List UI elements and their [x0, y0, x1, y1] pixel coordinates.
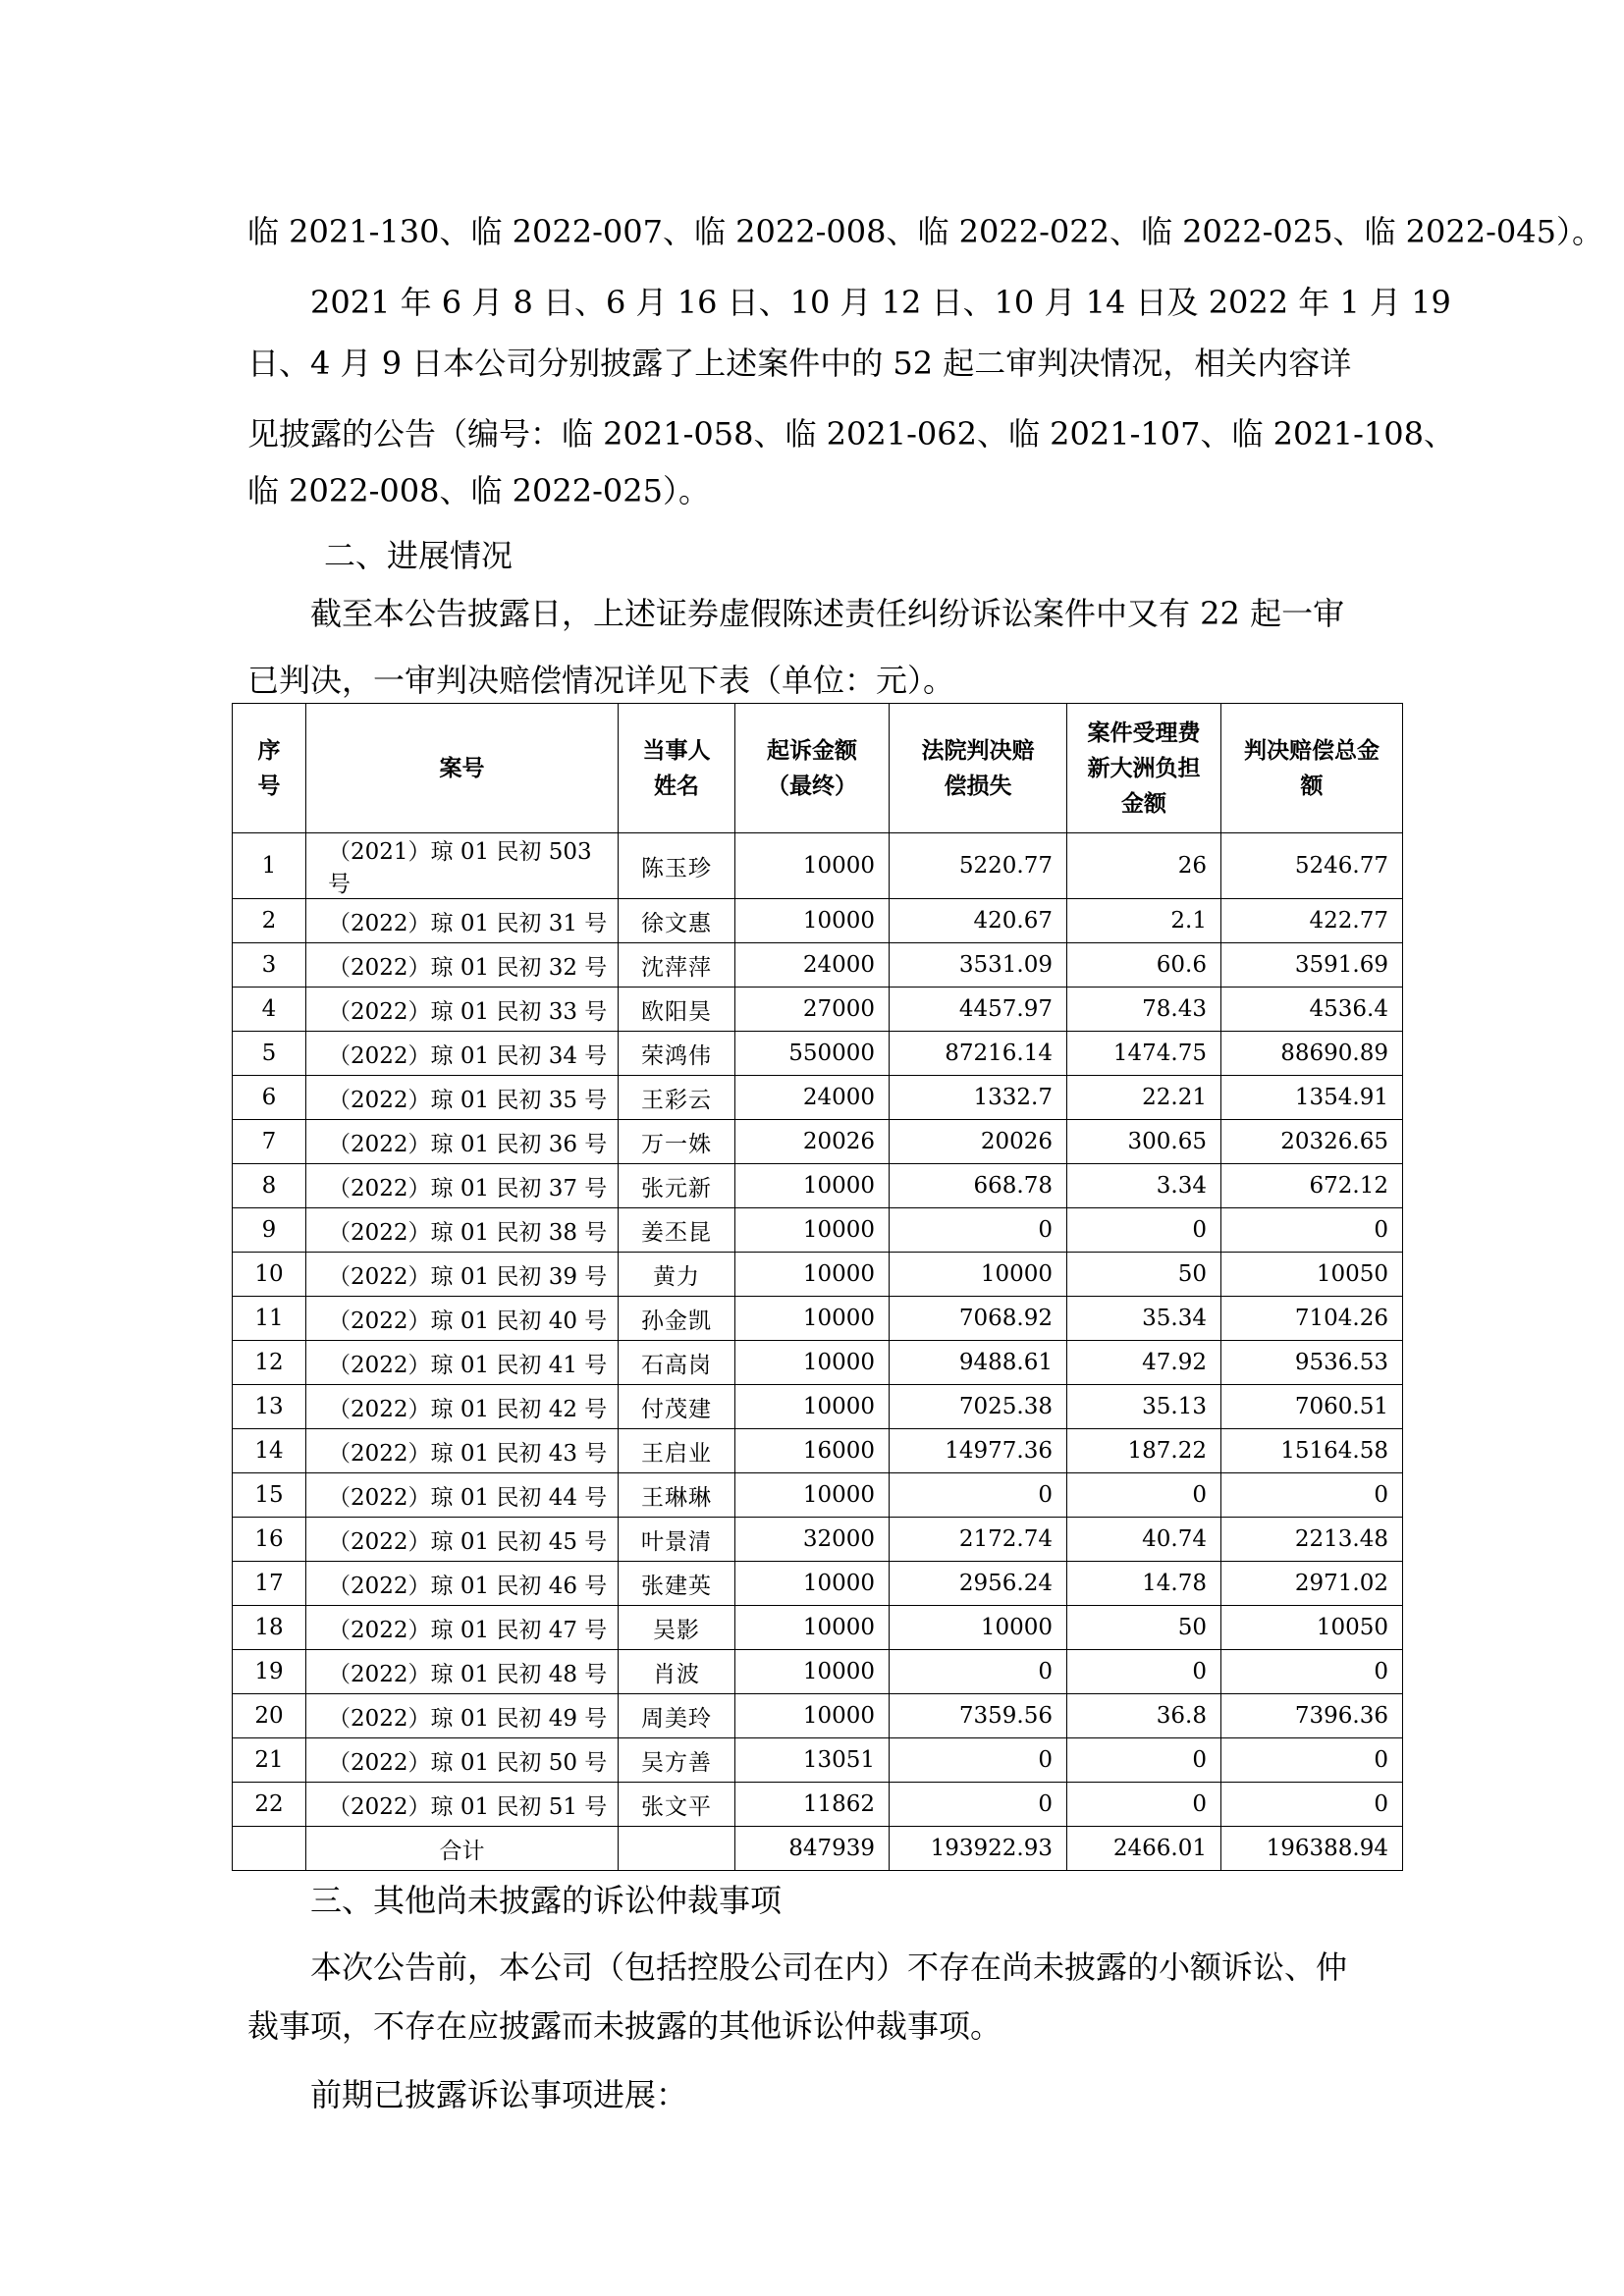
header-court-loss-line: 法院判决赔 [921, 736, 1035, 764]
header-index [233, 704, 306, 833]
total-compensation-cell: 7396.36 [1221, 1694, 1403, 1738]
header-index-line: 号 [257, 772, 281, 799]
party-name-cell: 张建英 [619, 1562, 735, 1606]
claim-amount-cell: 11862 [735, 1783, 890, 1827]
case-fee-cell: 40.74 [1067, 1518, 1221, 1562]
total-sum-cell: 196388.94 [1221, 1827, 1403, 1871]
case-fee-cell: 26 [1067, 833, 1221, 899]
total-compensation-cell: 20326.65 [1221, 1120, 1403, 1164]
total-compensation-cell: 0 [1221, 1650, 1403, 1694]
claim-amount-cell: 10000 [735, 1297, 890, 1341]
header-case-fee-line: 新大洲负担 [1087, 754, 1201, 781]
total-compensation-cell: 10050 [1221, 1253, 1403, 1297]
header-party-name-line: 姓名 [654, 772, 699, 799]
judgment-table-container [232, 703, 1402, 1871]
header-claim-amount-line: （最终） [767, 772, 857, 799]
header-case-fee-line: 案件受理费 [1087, 719, 1201, 746]
index-cell: 16 [233, 1518, 306, 1562]
claim-amount-cell: 10000 [735, 1208, 890, 1253]
total-loss-cell: 193922.93 [890, 1827, 1067, 1871]
table-row [233, 1297, 1403, 1341]
header-case-number [306, 704, 619, 833]
party-name-cell: 王琳琳 [619, 1473, 735, 1518]
paragraph-progress-line-1: 截至本公告披露日，上述证券虚假陈述责任纠纷诉讼案件中又有 22 起一审 [310, 595, 1345, 632]
case-fee-cell: 0 [1067, 1473, 1221, 1518]
case-fee-cell: 22.21 [1067, 1076, 1221, 1120]
court-loss-cell: 1332.7 [890, 1076, 1067, 1120]
case-number-cell: （2022）琼 01 民初 38 号 [306, 1208, 619, 1253]
index-cell: 17 [233, 1562, 306, 1606]
party-name-cell: 张元新 [619, 1164, 735, 1208]
claim-amount-cell: 10000 [735, 899, 890, 943]
case-fee-cell: 78.43 [1067, 988, 1221, 1032]
table-row [233, 1473, 1403, 1518]
case-fee-cell: 2.1 [1067, 899, 1221, 943]
total-compensation-cell: 0 [1221, 1738, 1403, 1783]
total-index-cell [233, 1827, 306, 1871]
court-loss-cell: 0 [890, 1208, 1067, 1253]
case-number-cell: （2022）琼 01 民初 40 号 [306, 1297, 619, 1341]
case-number-cell: （2022）琼 01 民初 50 号 [306, 1738, 619, 1783]
case-number-cell: （2021）琼 01 民初 503 号 [306, 833, 619, 899]
court-loss-cell: 420.67 [890, 899, 1067, 943]
claim-amount-cell: 10000 [735, 1562, 890, 1606]
total-compensation-cell: 672.12 [1221, 1164, 1403, 1208]
table-row [233, 1385, 1403, 1429]
case-fee-cell: 50 [1067, 1253, 1221, 1297]
header-court-loss-line: 偿损失 [944, 772, 1012, 799]
claim-amount-cell: 10000 [735, 1473, 890, 1518]
header-party-name [619, 704, 735, 833]
total-compensation-cell: 2213.48 [1221, 1518, 1403, 1562]
table-row [233, 1606, 1403, 1650]
court-loss-cell: 7359.56 [890, 1694, 1067, 1738]
header-total-compensation-line: 额 [1300, 772, 1324, 799]
total-compensation-cell: 2971.02 [1221, 1562, 1403, 1606]
court-loss-cell: 668.78 [890, 1164, 1067, 1208]
case-fee-cell: 35.13 [1067, 1385, 1221, 1429]
case-fee-cell: 14.78 [1067, 1562, 1221, 1606]
section-heading-other-litigation: 三、其他尚未披露的诉讼仲裁事项 [310, 1882, 783, 1919]
header-case-fee [1067, 704, 1221, 833]
judgment-compensation-table [232, 703, 1403, 1871]
case-fee-cell: 60.6 [1067, 943, 1221, 988]
table-row [233, 1253, 1403, 1297]
table-row [233, 1518, 1403, 1562]
paragraph-disclosure-line-1: 2021 年 6 月 8 日、6 月 16 日、10 月 12 日、10 月 14 日及 2022 年 1 月 19 [310, 284, 1451, 321]
party-name-cell: 王彩云 [619, 1076, 735, 1120]
case-fee-cell: 300.65 [1067, 1120, 1221, 1164]
claim-amount-cell: 20026 [735, 1120, 890, 1164]
table-row [233, 1694, 1403, 1738]
index-cell: 21 [233, 1738, 306, 1783]
court-loss-cell: 10000 [890, 1253, 1067, 1297]
party-name-cell: 陈玉珍 [619, 833, 735, 899]
case-fee-cell: 3.34 [1067, 1164, 1221, 1208]
table-header [233, 704, 1403, 833]
court-loss-cell: 10000 [890, 1606, 1067, 1650]
total-compensation-cell: 7060.51 [1221, 1385, 1403, 1429]
index-cell: 20 [233, 1694, 306, 1738]
paragraph-prior-progress: 前期已披露诉讼事项进展： [310, 2076, 688, 2113]
table-body [233, 833, 1403, 1827]
total-compensation-cell: 422.77 [1221, 899, 1403, 943]
table-header-row [233, 704, 1403, 833]
party-name-cell: 周美玲 [619, 1694, 735, 1738]
index-cell: 14 [233, 1429, 306, 1473]
party-name-cell: 欧阳昊 [619, 988, 735, 1032]
index-cell: 11 [233, 1297, 306, 1341]
party-name-cell: 万一姝 [619, 1120, 735, 1164]
table-row [233, 833, 1403, 899]
index-cell: 5 [233, 1032, 306, 1076]
case-fee-cell: 0 [1067, 1783, 1221, 1827]
case-number-cell: （2022）琼 01 民初 35 号 [306, 1076, 619, 1120]
court-loss-cell: 20026 [890, 1120, 1067, 1164]
header-total-compensation [1221, 704, 1403, 833]
case-number-cell: （2022）琼 01 民初 41 号 [306, 1341, 619, 1385]
table-row [233, 1783, 1403, 1827]
index-cell: 19 [233, 1650, 306, 1694]
header-index-line: 序 [257, 736, 281, 764]
case-number-cell: （2022）琼 01 民初 48 号 [306, 1650, 619, 1694]
table-row [233, 1738, 1403, 1783]
case-fee-cell: 187.22 [1067, 1429, 1221, 1473]
case-fee-cell: 36.8 [1067, 1694, 1221, 1738]
paragraph-disclosure-line-3: 见披露的公告（编号：临 2021-058、临 2021-062、临 2021-107、临 2021-108、 [247, 415, 1456, 453]
party-name-cell: 叶景清 [619, 1518, 735, 1562]
claim-amount-cell: 10000 [735, 833, 890, 899]
case-number-cell: （2022）琼 01 民初 43 号 [306, 1429, 619, 1473]
total-compensation-cell: 3591.69 [1221, 943, 1403, 988]
court-loss-cell: 2956.24 [890, 1562, 1067, 1606]
case-number-cell: （2022）琼 01 民初 32 号 [306, 943, 619, 988]
table-row [233, 1076, 1403, 1120]
court-loss-cell: 5220.77 [890, 833, 1067, 899]
paragraph-continuation: 临 2021-130、临 2022-007、临 2022-008、临 2022-022、临 2022-025、临 2022-045）。 [247, 213, 1604, 250]
case-number-cell: （2022）琼 01 民初 37 号 [306, 1164, 619, 1208]
claim-amount-cell: 13051 [735, 1738, 890, 1783]
party-name-cell: 张文平 [619, 1783, 735, 1827]
party-name-cell: 沈萍萍 [619, 943, 735, 988]
party-name-cell: 吴影 [619, 1606, 735, 1650]
total-compensation-cell: 88690.89 [1221, 1032, 1403, 1076]
court-loss-cell: 9488.61 [890, 1341, 1067, 1385]
total-compensation-cell: 1354.91 [1221, 1076, 1403, 1120]
case-number-cell: （2022）琼 01 民初 46 号 [306, 1562, 619, 1606]
total-fee-cell: 2466.01 [1067, 1827, 1221, 1871]
case-number-cell: （2022）琼 01 民初 33 号 [306, 988, 619, 1032]
case-number-cell: （2022）琼 01 民初 44 号 [306, 1473, 619, 1518]
index-cell: 10 [233, 1253, 306, 1297]
paragraph-progress-line-2: 已判决，一审判决赔偿情况详见下表（单位：元）。 [247, 662, 955, 699]
total-compensation-cell: 0 [1221, 1473, 1403, 1518]
party-name-cell: 姜丕昆 [619, 1208, 735, 1253]
court-loss-cell: 14977.36 [890, 1429, 1067, 1473]
index-cell: 18 [233, 1606, 306, 1650]
party-name-cell: 徐文惠 [619, 899, 735, 943]
header-claim-amount-line: 起诉金额 [767, 736, 857, 764]
total-name-cell [619, 1827, 735, 1871]
header-court-loss [890, 704, 1067, 833]
party-name-cell: 王启业 [619, 1429, 735, 1473]
case-fee-cell: 0 [1067, 1208, 1221, 1253]
index-cell: 22 [233, 1783, 306, 1827]
total-compensation-cell: 15164.58 [1221, 1429, 1403, 1473]
total-claim-cell: 847939 [735, 1827, 890, 1871]
table-row [233, 1650, 1403, 1694]
total-compensation-cell: 9536.53 [1221, 1341, 1403, 1385]
court-loss-cell: 2172.74 [890, 1518, 1067, 1562]
case-fee-cell: 0 [1067, 1738, 1221, 1783]
case-number-cell: （2022）琼 01 民初 49 号 [306, 1694, 619, 1738]
table-row [233, 988, 1403, 1032]
table-row [233, 943, 1403, 988]
paragraph-disclosure-line-4: 临 2022-008、临 2022-025）。 [247, 472, 711, 509]
case-fee-cell: 0 [1067, 1650, 1221, 1694]
total-compensation-cell: 5246.77 [1221, 833, 1403, 899]
claim-amount-cell: 10000 [735, 1385, 890, 1429]
table-row [233, 1032, 1403, 1076]
case-number-cell: （2022）琼 01 民初 36 号 [306, 1120, 619, 1164]
paragraph-disclosure-line-2: 日、4 月 9 日本公司分别披露了上述案件中的 52 起二审判决情况，相关内容详 [247, 345, 1352, 382]
court-loss-cell: 4457.97 [890, 988, 1067, 1032]
party-name-cell: 肖波 [619, 1650, 735, 1694]
court-loss-cell: 0 [890, 1738, 1067, 1783]
index-cell: 2 [233, 899, 306, 943]
paragraph-other-line-1: 本次公告前，本公司（包括控股公司在内）不存在尚未披露的小额诉讼、仲 [310, 1949, 1348, 1986]
court-loss-cell: 0 [890, 1783, 1067, 1827]
court-loss-cell: 7068.92 [890, 1297, 1067, 1341]
case-fee-cell: 50 [1067, 1606, 1221, 1650]
party-name-cell: 孙金凯 [619, 1297, 735, 1341]
header-case-fee-line: 金额 [1121, 789, 1166, 817]
court-loss-cell: 87216.14 [890, 1032, 1067, 1076]
case-number-cell: （2022）琼 01 民初 51 号 [306, 1783, 619, 1827]
table-row [233, 1341, 1403, 1385]
claim-amount-cell: 24000 [735, 943, 890, 988]
court-loss-cell: 3531.09 [890, 943, 1067, 988]
court-loss-cell: 0 [890, 1650, 1067, 1694]
claim-amount-cell: 10000 [735, 1253, 890, 1297]
claim-amount-cell: 10000 [735, 1650, 890, 1694]
table-row [233, 1429, 1403, 1473]
claim-amount-cell: 32000 [735, 1518, 890, 1562]
header-total-compensation-line: 判决赔偿总金 [1244, 736, 1380, 764]
case-number-cell: （2022）琼 01 民初 42 号 [306, 1385, 619, 1429]
header-case-number-line: 案号 [439, 754, 485, 781]
case-fee-cell: 35.34 [1067, 1297, 1221, 1341]
table-total-row [233, 1827, 1403, 1871]
table-row [233, 1562, 1403, 1606]
case-number-cell: （2022）琼 01 民初 39 号 [306, 1253, 619, 1297]
total-label-cell: 合计 [306, 1827, 619, 1871]
case-fee-cell: 1474.75 [1067, 1032, 1221, 1076]
index-cell: 7 [233, 1120, 306, 1164]
claim-amount-cell: 27000 [735, 988, 890, 1032]
total-compensation-cell: 0 [1221, 1783, 1403, 1827]
case-number-cell: （2022）琼 01 民初 31 号 [306, 899, 619, 943]
index-cell: 9 [233, 1208, 306, 1253]
index-cell: 12 [233, 1341, 306, 1385]
court-loss-cell: 7025.38 [890, 1385, 1067, 1429]
header-claim-amount [735, 704, 890, 833]
party-name-cell: 付茂建 [619, 1385, 735, 1429]
claim-amount-cell: 24000 [735, 1076, 890, 1120]
case-number-cell: （2022）琼 01 民初 47 号 [306, 1606, 619, 1650]
index-cell: 1 [233, 833, 306, 899]
table-row [233, 1208, 1403, 1253]
case-number-cell: （2022）琼 01 民初 45 号 [306, 1518, 619, 1562]
party-name-cell: 黄力 [619, 1253, 735, 1297]
total-compensation-cell: 0 [1221, 1208, 1403, 1253]
paragraph-other-line-2: 裁事项，不存在应披露而未披露的其他诉讼仲裁事项。 [247, 2007, 1002, 2045]
total-compensation-cell: 7104.26 [1221, 1297, 1403, 1341]
party-name-cell: 石高岗 [619, 1341, 735, 1385]
claim-amount-cell: 10000 [735, 1341, 890, 1385]
index-cell: 8 [233, 1164, 306, 1208]
claim-amount-cell: 10000 [735, 1164, 890, 1208]
index-cell: 4 [233, 988, 306, 1032]
header-party-name-line: 当事人 [642, 736, 711, 764]
index-cell: 13 [233, 1385, 306, 1429]
table-row [233, 1164, 1403, 1208]
claim-amount-cell: 10000 [735, 1606, 890, 1650]
index-cell: 3 [233, 943, 306, 988]
index-cell: 6 [233, 1076, 306, 1120]
case-number-cell: （2022）琼 01 民初 34 号 [306, 1032, 619, 1076]
total-compensation-cell: 4536.4 [1221, 988, 1403, 1032]
claim-amount-cell: 550000 [735, 1032, 890, 1076]
court-loss-cell: 0 [890, 1473, 1067, 1518]
index-cell: 15 [233, 1473, 306, 1518]
claim-amount-cell: 16000 [735, 1429, 890, 1473]
table-row [233, 1120, 1403, 1164]
case-fee-cell: 47.92 [1067, 1341, 1221, 1385]
section-heading-progress: 二、进展情况 [324, 537, 514, 574]
party-name-cell: 荣鸿伟 [619, 1032, 735, 1076]
total-compensation-cell: 10050 [1221, 1606, 1403, 1650]
claim-amount-cell: 10000 [735, 1694, 890, 1738]
table-row [233, 899, 1403, 943]
party-name-cell: 吴方善 [619, 1738, 735, 1783]
